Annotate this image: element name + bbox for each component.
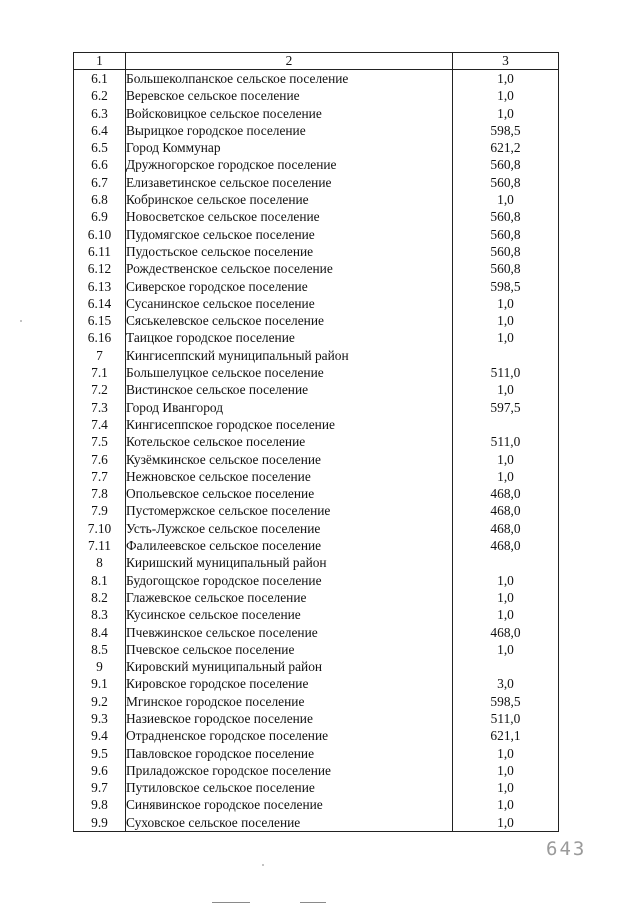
settlement-name: Елизаветинское сельское поселение (126, 174, 453, 191)
row-value: 468,0 (453, 485, 559, 502)
row-value: 1,0 (453, 312, 559, 329)
row-value: 598,5 (453, 693, 559, 710)
row-number: 6.3 (74, 105, 126, 122)
row-number: 6.4 (74, 122, 126, 139)
header-row (74, 53, 559, 70)
settlement-name: Кировский муниципальный район (126, 658, 453, 675)
table-header (74, 53, 559, 70)
settlement-name: Большелуцкое сельское поселение (126, 364, 453, 381)
row-value: 1,0 (453, 70, 559, 88)
table-row (74, 796, 559, 813)
settlement-name: Пудостьское сельское поселение (126, 243, 453, 260)
row-value: 560,8 (453, 156, 559, 173)
row-value: 597,5 (453, 399, 559, 416)
row-number: 9.4 (74, 727, 126, 744)
row-value: 1,0 (453, 641, 559, 658)
scan-speck (20, 320, 22, 322)
table-row (74, 779, 559, 796)
table-row (74, 226, 559, 243)
table-row (74, 122, 559, 139)
header-col-1: 1 (74, 53, 126, 70)
row-number: 6.2 (74, 87, 126, 104)
settlement-name: Глажевское сельское поселение (126, 589, 453, 606)
settlement-name: Кировское городское поселение (126, 675, 453, 692)
row-number: 6.10 (74, 226, 126, 243)
row-value: 560,8 (453, 208, 559, 225)
scan-artifact (212, 902, 250, 903)
row-value: 1,0 (453, 105, 559, 122)
settlement-name: Вистинское сельское поселение (126, 381, 453, 398)
row-number: 9.3 (74, 710, 126, 727)
table-row (74, 502, 559, 519)
row-value: 1,0 (453, 745, 559, 762)
table-row (74, 278, 559, 295)
settlement-name: Пчевское сельское поселение (126, 641, 453, 658)
table-row (74, 710, 559, 727)
row-value: 1,0 (453, 381, 559, 398)
table-row (74, 693, 559, 710)
row-number: 6.11 (74, 243, 126, 260)
row-number: 6.8 (74, 191, 126, 208)
row-number: 7.3 (74, 399, 126, 416)
table-row (74, 485, 559, 502)
settlement-name: Суховское сельское поселение (126, 814, 453, 832)
row-value: 560,8 (453, 260, 559, 277)
row-value: 1,0 (453, 762, 559, 779)
table-row (74, 537, 559, 554)
row-number: 6.1 (74, 70, 126, 88)
settlement-name: Рождественское сельское поселение (126, 260, 453, 277)
settlement-name: Пудомягское сельское поселение (126, 226, 453, 243)
settlement-name: Синявинское городское поселение (126, 796, 453, 813)
table-row (74, 243, 559, 260)
settlement-name: Вырицкое городское поселение (126, 122, 453, 139)
table-row (74, 329, 559, 346)
table-row (74, 381, 559, 398)
row-value: 560,8 (453, 174, 559, 191)
settlement-name: Киришский муниципальный район (126, 554, 453, 571)
settlement-name: Опольевское сельское поселение (126, 485, 453, 502)
settlement-name: Приладожское городское поселение (126, 762, 453, 779)
table-row (74, 468, 559, 485)
settlement-name: Кингисеппский муниципальный район (126, 347, 453, 364)
row-value: 468,0 (453, 537, 559, 554)
row-value (453, 347, 559, 364)
header-col-3: 3 (453, 53, 559, 70)
row-value: 468,0 (453, 624, 559, 641)
row-value: 621,1 (453, 727, 559, 744)
table-row (74, 174, 559, 191)
row-value: 1,0 (453, 451, 559, 468)
table-row (74, 451, 559, 468)
row-value (453, 658, 559, 675)
row-value: 560,8 (453, 243, 559, 260)
row-value: 1,0 (453, 329, 559, 346)
table-row (74, 641, 559, 658)
row-number: 7.2 (74, 381, 126, 398)
row-value: 468,0 (453, 502, 559, 519)
header-col-2: 2 (126, 53, 453, 70)
row-number: 9.6 (74, 762, 126, 779)
table-row (74, 658, 559, 675)
row-number: 6.13 (74, 278, 126, 295)
table-row (74, 399, 559, 416)
row-value: 1,0 (453, 779, 559, 796)
row-number: 6.15 (74, 312, 126, 329)
row-number: 7.6 (74, 451, 126, 468)
table-row (74, 606, 559, 623)
row-number: 6.7 (74, 174, 126, 191)
row-number: 8.3 (74, 606, 126, 623)
settlement-name: Большеколпанское сельское поселение (126, 70, 453, 88)
table-row (74, 208, 559, 225)
scan-speck (262, 864, 264, 866)
data-table (73, 52, 559, 832)
row-number: 7.1 (74, 364, 126, 381)
row-value (453, 554, 559, 571)
settlement-name: Мгинское городское поселение (126, 693, 453, 710)
row-value: 1,0 (453, 468, 559, 485)
settlement-name: Пчевжинское сельское поселение (126, 624, 453, 641)
table-row (74, 675, 559, 692)
row-value: 511,0 (453, 433, 559, 450)
row-number: 8 (74, 554, 126, 571)
row-number: 9.9 (74, 814, 126, 832)
settlement-name: Веревское сельское поселение (126, 87, 453, 104)
settlement-name: Кузёмкинское сельское поселение (126, 451, 453, 468)
row-value: 468,0 (453, 520, 559, 537)
row-number: 6.6 (74, 156, 126, 173)
settlement-name: Сусанинское сельское поселение (126, 295, 453, 312)
row-number: 7.10 (74, 520, 126, 537)
settlement-name: Путиловское сельское поселение (126, 779, 453, 796)
settlement-name: Город Коммунар (126, 139, 453, 156)
row-value: 1,0 (453, 796, 559, 813)
row-number: 8.5 (74, 641, 126, 658)
table-row (74, 295, 559, 312)
row-number: 7.4 (74, 416, 126, 433)
row-value: 1,0 (453, 295, 559, 312)
row-number: 6.12 (74, 260, 126, 277)
settlement-name: Котельское сельское поселение (126, 433, 453, 450)
table-row (74, 191, 559, 208)
settlement-name: Кусинское сельское поселение (126, 606, 453, 623)
settlement-name: Отрадненское городское поселение (126, 727, 453, 744)
row-value: 1,0 (453, 814, 559, 832)
table-row (74, 87, 559, 104)
row-value: 1,0 (453, 572, 559, 589)
table-body (74, 70, 559, 832)
table-row (74, 433, 559, 450)
settlement-name: Таицкое городское поселение (126, 329, 453, 346)
row-value: 511,0 (453, 364, 559, 381)
settlement-name: Кобринское сельское поселение (126, 191, 453, 208)
table-row (74, 745, 559, 762)
row-number: 7.9 (74, 502, 126, 519)
settlement-name: Кингисеппское городское поселение (126, 416, 453, 433)
row-value: 1,0 (453, 191, 559, 208)
row-number: 8.4 (74, 624, 126, 641)
row-value: 1,0 (453, 87, 559, 104)
settlement-name: Фалилеевское сельское поселение (126, 537, 453, 554)
row-number: 6.16 (74, 329, 126, 346)
row-number: 6.5 (74, 139, 126, 156)
settlement-name: Город Ивангород (126, 399, 453, 416)
table-row (74, 814, 559, 832)
settlement-name: Нежновское сельское поселение (126, 468, 453, 485)
row-number: 8.1 (74, 572, 126, 589)
row-number: 9.2 (74, 693, 126, 710)
settlement-name: Войсковицкое сельское поселение (126, 105, 453, 122)
row-value: 621,2 (453, 139, 559, 156)
table-row (74, 347, 559, 364)
row-number: 7.11 (74, 537, 126, 554)
table-row (74, 105, 559, 122)
row-value (453, 416, 559, 433)
page-number: 643 (546, 838, 587, 860)
row-number: 9.8 (74, 796, 126, 813)
table-row (74, 727, 559, 744)
settlement-name: Сяськелевское сельское поселение (126, 312, 453, 329)
table-row (74, 589, 559, 606)
settlement-name: Будогощское городское поселение (126, 572, 453, 589)
table-row (74, 572, 559, 589)
row-number: 9 (74, 658, 126, 675)
row-number: 9.1 (74, 675, 126, 692)
row-number: 9.5 (74, 745, 126, 762)
scan-artifact (300, 902, 326, 903)
row-value: 1,0 (453, 606, 559, 623)
row-value: 511,0 (453, 710, 559, 727)
settlement-name: Дружногорское городское поселение (126, 156, 453, 173)
table-row (74, 364, 559, 381)
table-row (74, 312, 559, 329)
settlement-name: Усть-Лужское сельское поселение (126, 520, 453, 537)
table-row (74, 70, 559, 88)
row-value: 598,5 (453, 122, 559, 139)
settlement-name: Павловское городское поселение (126, 745, 453, 762)
row-value: 598,5 (453, 278, 559, 295)
row-value: 3,0 (453, 675, 559, 692)
settlement-name: Пустомержское сельское поселение (126, 502, 453, 519)
table-row (74, 139, 559, 156)
row-number: 6.14 (74, 295, 126, 312)
table-row (74, 554, 559, 571)
row-number: 7 (74, 347, 126, 364)
row-number: 8.2 (74, 589, 126, 606)
table-row (74, 624, 559, 641)
table-row (74, 416, 559, 433)
row-number: 6.9 (74, 208, 126, 225)
settlement-name: Новосветское сельское поселение (126, 208, 453, 225)
row-number: 7.5 (74, 433, 126, 450)
row-number: 7.7 (74, 468, 126, 485)
table-row (74, 260, 559, 277)
row-number: 7.8 (74, 485, 126, 502)
row-value: 1,0 (453, 589, 559, 606)
settlement-name: Сиверское городское поселение (126, 278, 453, 295)
table-row (74, 520, 559, 537)
row-number: 9.7 (74, 779, 126, 796)
table-row (74, 156, 559, 173)
settlement-name: Назиевское городское поселение (126, 710, 453, 727)
table-row (74, 762, 559, 779)
row-value: 560,8 (453, 226, 559, 243)
